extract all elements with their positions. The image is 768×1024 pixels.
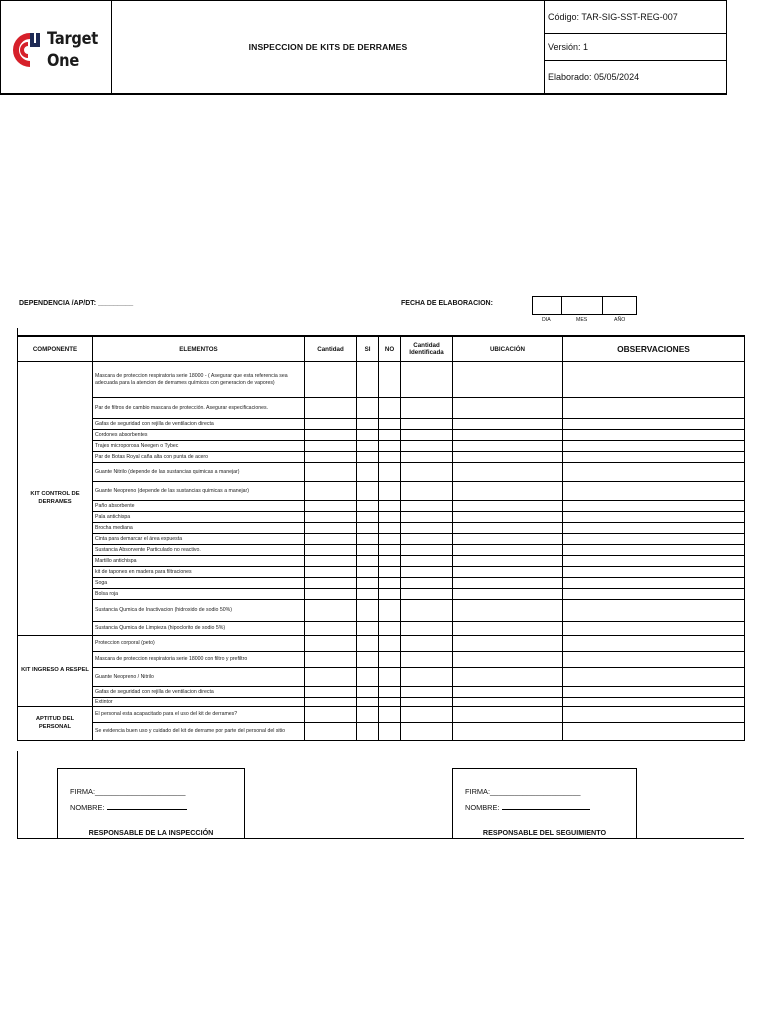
ubicacion-cell[interactable] xyxy=(453,501,563,512)
no-checkbox-cell[interactable] xyxy=(379,523,401,534)
cantidad-cell[interactable] xyxy=(305,567,357,578)
observaciones-cell[interactable] xyxy=(563,668,745,687)
table-row xyxy=(18,534,745,545)
observaciones-cell[interactable] xyxy=(563,482,745,501)
col-observaciones-header: OBSERVACIONES xyxy=(563,336,745,362)
no-checkbox-cell[interactable] xyxy=(379,362,401,398)
document-title: INSPECCION DE KITS DE DERRAMES xyxy=(112,0,545,93)
cantidad-cell[interactable] xyxy=(305,452,357,463)
element-cell: Par de Botas Royal caña alta con punta de acero xyxy=(93,452,305,463)
table-row xyxy=(18,600,745,622)
cantidad-identificada-cell[interactable] xyxy=(401,482,453,501)
ubicacion-cell[interactable] xyxy=(453,512,563,523)
element-cell: Pala antichispa xyxy=(93,512,305,523)
cantidad-cell[interactable] xyxy=(305,668,357,687)
observaciones-cell[interactable] xyxy=(563,362,745,398)
no-checkbox-cell[interactable] xyxy=(379,698,401,707)
element-cell: Guante Neopreno (depende de las sustancias quimicas a manejar) xyxy=(93,482,305,501)
document-version: Versión: 1 xyxy=(545,34,726,61)
ubicacion-cell[interactable] xyxy=(453,430,563,441)
cantidad-cell[interactable] xyxy=(305,636,357,652)
cantidad-identificada-cell[interactable] xyxy=(401,723,453,741)
si-checkbox-cell[interactable] xyxy=(357,723,379,741)
cantidad-identificada-cell[interactable] xyxy=(401,589,453,600)
si-checkbox-cell[interactable] xyxy=(357,501,379,512)
table-row xyxy=(18,463,745,482)
table-row xyxy=(18,589,745,600)
table-row xyxy=(18,545,745,556)
no-checkbox-cell[interactable] xyxy=(379,430,401,441)
cantidad-cell[interactable] xyxy=(305,589,357,600)
observaciones-cell[interactable] xyxy=(563,723,745,741)
si-checkbox-cell[interactable] xyxy=(357,652,379,668)
table-body xyxy=(18,362,745,741)
no-checkbox-cell[interactable] xyxy=(379,556,401,567)
ubicacion-cell[interactable] xyxy=(453,698,563,707)
logo-text-one: One xyxy=(47,51,79,71)
si-checkbox-cell[interactable] xyxy=(357,441,379,452)
cantidad-identificada-cell[interactable] xyxy=(401,707,453,723)
date-day-caption: DIA xyxy=(542,317,551,323)
ubicacion-cell[interactable] xyxy=(453,534,563,545)
element-cell: Mascara de proteccion respiratoria serie 18000 - ( Asegurar que esta referencia sea adecuada para la atencion de derrames químicos con generacion de vapores) xyxy=(93,362,305,398)
cantidad-cell[interactable] xyxy=(305,545,357,556)
element-cell: Gafas de seguridad con rejilla de ventilacion directa xyxy=(93,687,305,698)
cantidad-identificada-cell[interactable] xyxy=(401,452,453,463)
fecha-elaboracion-label: FECHA DE ELABORACION: xyxy=(401,300,493,307)
table-row xyxy=(18,636,745,652)
ubicacion-cell[interactable] xyxy=(453,652,563,668)
cantidad-identificada-cell[interactable] xyxy=(401,578,453,589)
col-cantidad-identificada-header: Cantidad Identificada xyxy=(401,336,453,362)
no-checkbox-cell[interactable] xyxy=(379,567,401,578)
cantidad-cell[interactable] xyxy=(305,622,357,636)
table-header-row xyxy=(18,336,745,362)
cantidad-cell[interactable] xyxy=(305,512,357,523)
si-checkbox-cell[interactable] xyxy=(357,419,379,430)
table-row xyxy=(18,556,745,567)
no-checkbox-cell[interactable] xyxy=(379,652,401,668)
element-cell: Guante Neopreno / Nitrilo xyxy=(93,668,305,687)
no-checkbox-cell[interactable] xyxy=(379,398,401,419)
ubicacion-cell[interactable] xyxy=(453,398,563,419)
no-checkbox-cell[interactable] xyxy=(379,687,401,698)
table-row xyxy=(18,441,745,452)
ubicacion-cell[interactable] xyxy=(453,419,563,430)
cantidad-cell[interactable] xyxy=(305,698,357,707)
observaciones-cell[interactable] xyxy=(563,698,745,707)
element-cell: Bolsa roja xyxy=(93,589,305,600)
ubicacion-cell[interactable] xyxy=(453,668,563,687)
si-checkbox-cell[interactable] xyxy=(357,430,379,441)
cantidad-identificada-cell[interactable] xyxy=(401,501,453,512)
cantidad-identificada-cell[interactable] xyxy=(401,687,453,698)
cantidad-cell[interactable] xyxy=(305,534,357,545)
followup-nombre-label: NOMBRE: xyxy=(465,803,500,812)
no-checkbox-cell[interactable] xyxy=(379,441,401,452)
document-header xyxy=(0,0,727,95)
cantidad-identificada-cell[interactable] xyxy=(401,567,453,578)
followup-signature-box xyxy=(452,768,637,838)
element-cell: Brocha mediana xyxy=(93,523,305,534)
table-row xyxy=(18,652,745,668)
table-row xyxy=(18,482,745,501)
si-checkbox-cell[interactable] xyxy=(357,512,379,523)
element-cell: Guante Nitrilo (depende de las sustancias quimicas a manejar) xyxy=(93,463,305,482)
cantidad-identificada-cell[interactable] xyxy=(401,636,453,652)
observaciones-cell[interactable] xyxy=(563,707,745,723)
inspection-table-wrapper xyxy=(17,335,744,741)
cantidad-identificada-cell[interactable] xyxy=(401,600,453,622)
element-cell: kit de tapones en madera para filtraciones xyxy=(93,567,305,578)
cantidad-cell[interactable] xyxy=(305,687,357,698)
ubicacion-cell[interactable] xyxy=(453,482,563,501)
observaciones-cell[interactable] xyxy=(563,430,745,441)
ubicacion-cell[interactable] xyxy=(453,723,563,741)
ubicacion-cell[interactable] xyxy=(453,707,563,723)
element-cell: El personal esta acapacitado para el uso del kit de derrames? xyxy=(93,707,305,723)
cantidad-cell[interactable] xyxy=(305,430,357,441)
ubicacion-cell[interactable] xyxy=(453,452,563,463)
observaciones-cell[interactable] xyxy=(563,534,745,545)
observaciones-cell[interactable] xyxy=(563,636,745,652)
ubicacion-cell[interactable] xyxy=(453,556,563,567)
cantidad-cell[interactable] xyxy=(305,501,357,512)
si-checkbox-cell[interactable] xyxy=(357,600,379,622)
document-elaborated-date: Elaborado: 05/05/2024 xyxy=(548,72,640,82)
cantidad-cell[interactable] xyxy=(305,419,357,430)
table-row xyxy=(18,501,745,512)
cantidad-cell[interactable] xyxy=(305,362,357,398)
table-row xyxy=(18,512,745,523)
observaciones-cell[interactable] xyxy=(563,687,745,698)
no-checkbox-cell[interactable] xyxy=(379,463,401,482)
si-checkbox-cell[interactable] xyxy=(357,482,379,501)
cantidad-identificada-cell[interactable] xyxy=(401,441,453,452)
observaciones-cell[interactable] xyxy=(563,441,745,452)
element-cell: Par de filtros de cambio mascara de protección. Asegurar especificaciones. xyxy=(93,398,305,419)
ubicacion-cell[interactable] xyxy=(453,441,563,452)
si-checkbox-cell[interactable] xyxy=(357,698,379,707)
element-cell: Sustancia Qumica de Inactivacion (hidroxido de sodio 50%) xyxy=(93,600,305,622)
inspection-nombre-label: NOMBRE: xyxy=(70,803,105,812)
cantidad-cell[interactable] xyxy=(305,556,357,567)
ubicacion-cell[interactable] xyxy=(453,600,563,622)
observaciones-cell[interactable] xyxy=(563,419,745,430)
si-checkbox-cell[interactable] xyxy=(357,567,379,578)
table-row xyxy=(18,523,745,534)
cantidad-cell[interactable] xyxy=(305,600,357,622)
observaciones-cell[interactable] xyxy=(563,398,745,419)
date-month-caption: MES xyxy=(576,317,588,323)
si-checkbox-cell[interactable] xyxy=(357,452,379,463)
no-checkbox-cell[interactable] xyxy=(379,545,401,556)
element-cell: Martillo antichispa xyxy=(93,556,305,567)
table-row xyxy=(18,723,745,741)
element-cell: Extintor xyxy=(93,698,305,707)
no-checkbox-cell[interactable] xyxy=(379,578,401,589)
observaciones-cell[interactable] xyxy=(563,622,745,636)
date-year-caption: AÑO xyxy=(614,317,626,323)
component-cell: KIT CONTROL DE DERRAMES xyxy=(18,362,93,636)
cantidad-identificada-cell[interactable] xyxy=(401,398,453,419)
no-checkbox-cell[interactable] xyxy=(379,419,401,430)
cantidad-cell[interactable] xyxy=(305,523,357,534)
col-ubicacion-header: UBICACIÓN xyxy=(453,336,563,362)
ubicacion-cell[interactable] xyxy=(453,567,563,578)
cantidad-cell[interactable] xyxy=(305,707,357,723)
si-checkbox-cell[interactable] xyxy=(357,636,379,652)
col-si-header: SI xyxy=(357,336,379,362)
si-checkbox-cell[interactable] xyxy=(357,578,379,589)
ubicacion-cell[interactable] xyxy=(453,362,563,398)
element-cell: Se evidencia buen uso y cuidado del kit de derrame por parte del personal del sitio xyxy=(93,723,305,741)
si-checkbox-cell[interactable] xyxy=(357,668,379,687)
observaciones-cell[interactable] xyxy=(563,600,745,622)
observaciones-cell[interactable] xyxy=(563,556,745,567)
cantidad-identificada-cell[interactable] xyxy=(401,545,453,556)
table-row xyxy=(18,622,745,636)
observaciones-cell[interactable] xyxy=(563,578,745,589)
inspection-signature-title: RESPONSABLE DE LA INSPECCIÓN xyxy=(88,828,214,837)
cantidad-identificada-cell[interactable] xyxy=(401,430,453,441)
no-checkbox-cell[interactable] xyxy=(379,482,401,501)
cantidad-identificada-cell[interactable] xyxy=(401,622,453,636)
cantidad-cell[interactable] xyxy=(305,723,357,741)
inspection-firma-field[interactable]: FIRMA:______________________ xyxy=(70,787,186,796)
si-checkbox-cell[interactable] xyxy=(357,534,379,545)
element-cell: Sustancia Qumica de Limpieza (hipoclorito de sodio 5%) xyxy=(93,622,305,636)
followup-nombre-field[interactable] xyxy=(465,803,590,812)
followup-firma-field[interactable]: FIRMA:______________________ xyxy=(465,787,581,796)
component-cell: APTITUD DEL PERSONAL xyxy=(18,707,93,741)
table-row xyxy=(18,698,745,707)
inspection-signature-box xyxy=(57,768,245,838)
footer-bottom-rule xyxy=(17,838,744,839)
cantidad-identificada-cell[interactable] xyxy=(401,523,453,534)
component-cell: KIT INGRESO A RESPEL xyxy=(18,636,93,707)
observaciones-cell[interactable] xyxy=(563,463,745,482)
element-cell: Mascara de proteccion respiratoria serie 18000 con filtro y prefiltro xyxy=(93,652,305,668)
col-cantidad-header: Cantidad xyxy=(305,336,357,362)
observaciones-cell[interactable] xyxy=(563,501,745,512)
table-row xyxy=(18,430,745,441)
table-row xyxy=(18,398,745,419)
cantidad-identificada-cell[interactable] xyxy=(401,652,453,668)
col-elementos-header: ELEMENTOS xyxy=(93,336,305,362)
ubicacion-cell[interactable] xyxy=(453,578,563,589)
followup-signature-title: RESPONSABLE DEL SEGUIMIENTO xyxy=(482,828,607,837)
element-cell: Cordones absorbentes xyxy=(93,430,305,441)
table-row xyxy=(18,707,745,723)
no-checkbox-cell[interactable] xyxy=(379,636,401,652)
no-checkbox-cell[interactable] xyxy=(379,600,401,622)
table-row xyxy=(18,578,745,589)
cantidad-identificada-cell[interactable] xyxy=(401,463,453,482)
date-month-field[interactable] xyxy=(561,296,603,315)
cantidad-cell[interactable] xyxy=(305,441,357,452)
cantidad-cell[interactable] xyxy=(305,463,357,482)
cantidad-identificada-cell[interactable] xyxy=(401,668,453,687)
document-code: Código: TAR-SIG-SST-REG-007 xyxy=(545,0,726,34)
ubicacion-cell[interactable] xyxy=(453,636,563,652)
no-checkbox-cell[interactable] xyxy=(379,452,401,463)
si-checkbox-cell[interactable] xyxy=(357,362,379,398)
element-cell: Proteccion corporal (peto) xyxy=(93,636,305,652)
table-row xyxy=(18,362,745,398)
table-row xyxy=(18,668,745,687)
si-checkbox-cell[interactable] xyxy=(357,589,379,600)
ubicacion-cell[interactable] xyxy=(453,545,563,556)
observaciones-cell[interactable] xyxy=(563,567,745,578)
cantidad-identificada-cell[interactable] xyxy=(401,512,453,523)
table-row xyxy=(18,567,745,578)
col-no-header: NO xyxy=(379,336,401,362)
ubicacion-cell[interactable] xyxy=(453,523,563,534)
no-checkbox-cell[interactable] xyxy=(379,534,401,545)
observaciones-cell[interactable] xyxy=(563,652,745,668)
table-row xyxy=(18,419,745,430)
element-cell: Gafas de seguridad con rejilla de ventilacion directa xyxy=(93,419,305,430)
ubicacion-cell[interactable] xyxy=(453,622,563,636)
logo-text-target: Target xyxy=(47,29,98,49)
element-cell: Cinta para demarcar el área expuesta xyxy=(93,534,305,545)
no-checkbox-cell[interactable] xyxy=(379,707,401,723)
observaciones-cell[interactable] xyxy=(563,589,745,600)
inspection-nombre-field[interactable] xyxy=(70,803,187,812)
element-cell: Trajes microporosa Neegen o Tybec xyxy=(93,441,305,452)
si-checkbox-cell[interactable] xyxy=(357,463,379,482)
document-meta xyxy=(545,0,726,93)
no-checkbox-cell[interactable] xyxy=(379,589,401,600)
cantidad-cell[interactable] xyxy=(305,652,357,668)
si-checkbox-cell[interactable] xyxy=(357,687,379,698)
no-checkbox-cell[interactable] xyxy=(379,723,401,741)
cantidad-cell[interactable] xyxy=(305,398,357,419)
target-one-logo-icon xyxy=(10,30,46,70)
cantidad-cell[interactable] xyxy=(305,578,357,589)
cantidad-identificada-cell[interactable] xyxy=(401,362,453,398)
no-checkbox-cell[interactable] xyxy=(379,512,401,523)
si-checkbox-cell[interactable] xyxy=(357,707,379,723)
cantidad-identificada-cell[interactable] xyxy=(401,419,453,430)
observaciones-cell[interactable] xyxy=(563,545,745,556)
observaciones-cell[interactable] xyxy=(563,523,745,534)
observaciones-cell[interactable] xyxy=(563,512,745,523)
cantidad-identificada-cell[interactable] xyxy=(401,534,453,545)
element-cell: Soga xyxy=(93,578,305,589)
si-checkbox-cell[interactable] xyxy=(357,398,379,419)
observaciones-cell[interactable] xyxy=(563,452,745,463)
element-cell: Paño absorbente xyxy=(93,501,305,512)
logo-cell xyxy=(0,0,112,93)
inspection-table xyxy=(17,335,745,741)
footer-left-edge xyxy=(17,751,18,838)
dependencia-label: DEPENDENCIA /AP/DT: _________ xyxy=(19,300,134,307)
element-cell: Sustancia Absorvente Particulado no reactivo. xyxy=(93,545,305,556)
date-day-field[interactable] xyxy=(532,296,562,315)
ubicacion-cell[interactable] xyxy=(453,463,563,482)
table-row xyxy=(18,687,745,698)
si-checkbox-cell[interactable] xyxy=(357,545,379,556)
si-checkbox-cell[interactable] xyxy=(357,523,379,534)
no-checkbox-cell[interactable] xyxy=(379,668,401,687)
ubicacion-cell[interactable] xyxy=(453,589,563,600)
no-checkbox-cell[interactable] xyxy=(379,501,401,512)
no-checkbox-cell[interactable] xyxy=(379,622,401,636)
table-row xyxy=(18,452,745,463)
cantidad-identificada-cell[interactable] xyxy=(401,698,453,707)
col-componente-header: COMPONENTE xyxy=(18,336,93,362)
ubicacion-cell[interactable] xyxy=(453,687,563,698)
date-year-field[interactable] xyxy=(602,296,637,315)
si-checkbox-cell[interactable] xyxy=(357,556,379,567)
cantidad-cell[interactable] xyxy=(305,482,357,501)
si-checkbox-cell[interactable] xyxy=(357,622,379,636)
cantidad-identificada-cell[interactable] xyxy=(401,556,453,567)
